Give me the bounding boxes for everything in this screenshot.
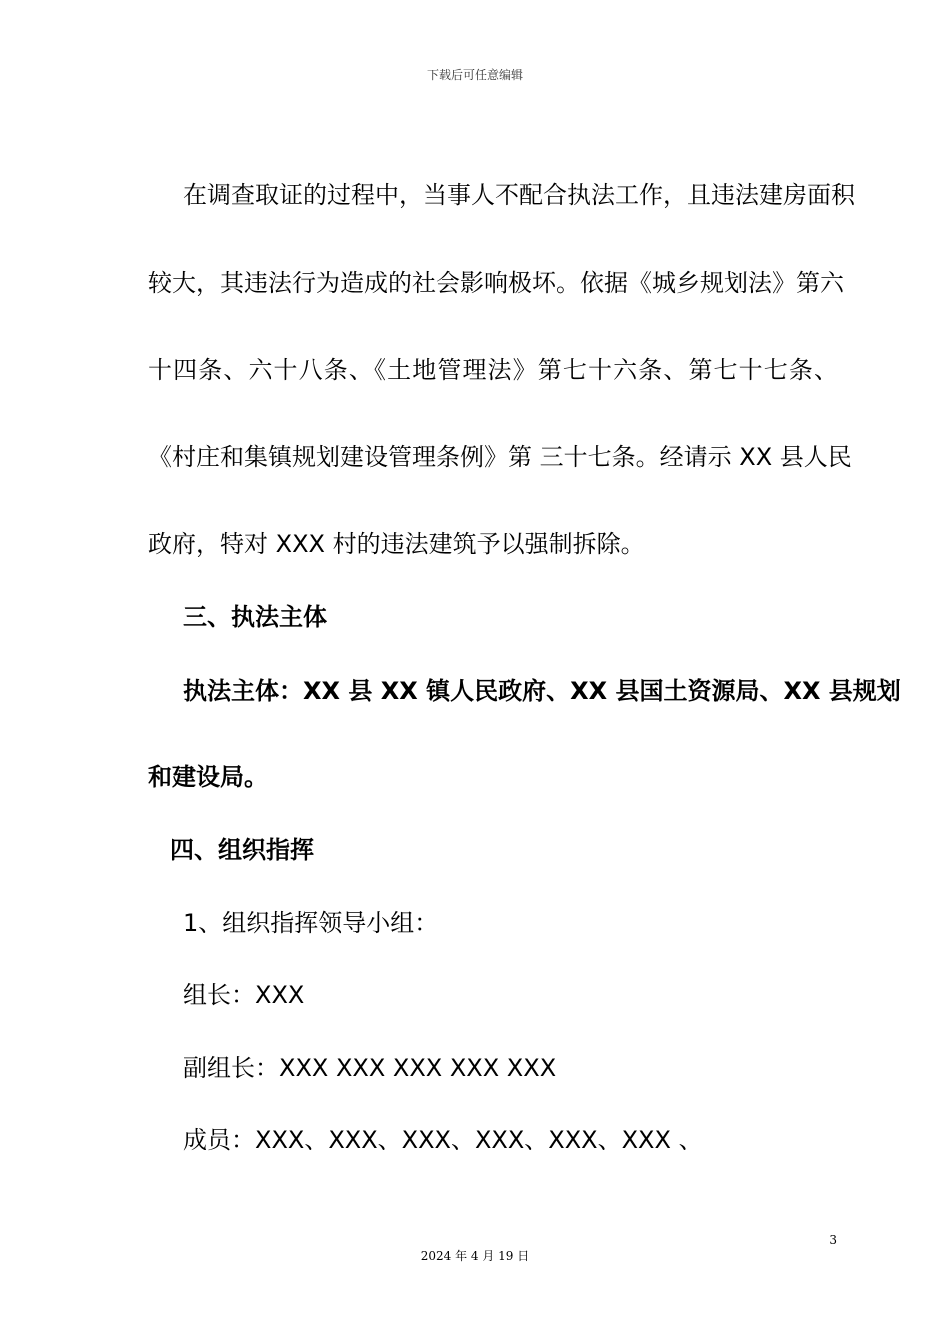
page-footer-date: 2024 年 4 月 19 日 bbox=[420, 1249, 530, 1263]
paragraph-line: 政府，特对 XXX 村的违法建筑予以强制拆除。 bbox=[148, 530, 645, 558]
list-item: 成员：XXX、XXX、XXX、XXX、XXX、XXX 、 bbox=[183, 1126, 703, 1154]
page-header: 下载后可任意编辑 bbox=[426, 68, 523, 82]
paragraph-line: 十四条、六十八条、《土地管理法》第七十六条、第七十七条、 bbox=[148, 356, 838, 384]
paragraph-line: 和建设局。 bbox=[148, 763, 268, 791]
list-item: 副组长：XXX XXX XXX XXX XXX bbox=[183, 1054, 557, 1082]
paragraph-line: 较大，其违法行为造成的社会影响极坏。依据《城乡规划法》第六 bbox=[148, 269, 844, 297]
paragraph-line: 《村庄和集镇规划建设管理条例》第 三十七条。经请示 XX 县人民 bbox=[148, 443, 852, 471]
section-heading: 三、执法主体 bbox=[183, 603, 327, 631]
paragraph-line: 在调查取证的过程中，当事人不配合执法工作，且违法建房面积 bbox=[183, 181, 855, 209]
page-number: 3 bbox=[829, 1233, 837, 1247]
paragraph-line: 执法主体：XX 县 XX 镇人民政府、XX 县国土资源局、XX 县规划 bbox=[183, 677, 901, 705]
section-heading: 四、组织指挥 bbox=[170, 836, 314, 864]
list-item: 组长：XXX bbox=[183, 981, 305, 1009]
list-item: 1、组织指挥领导小组： bbox=[183, 909, 439, 937]
